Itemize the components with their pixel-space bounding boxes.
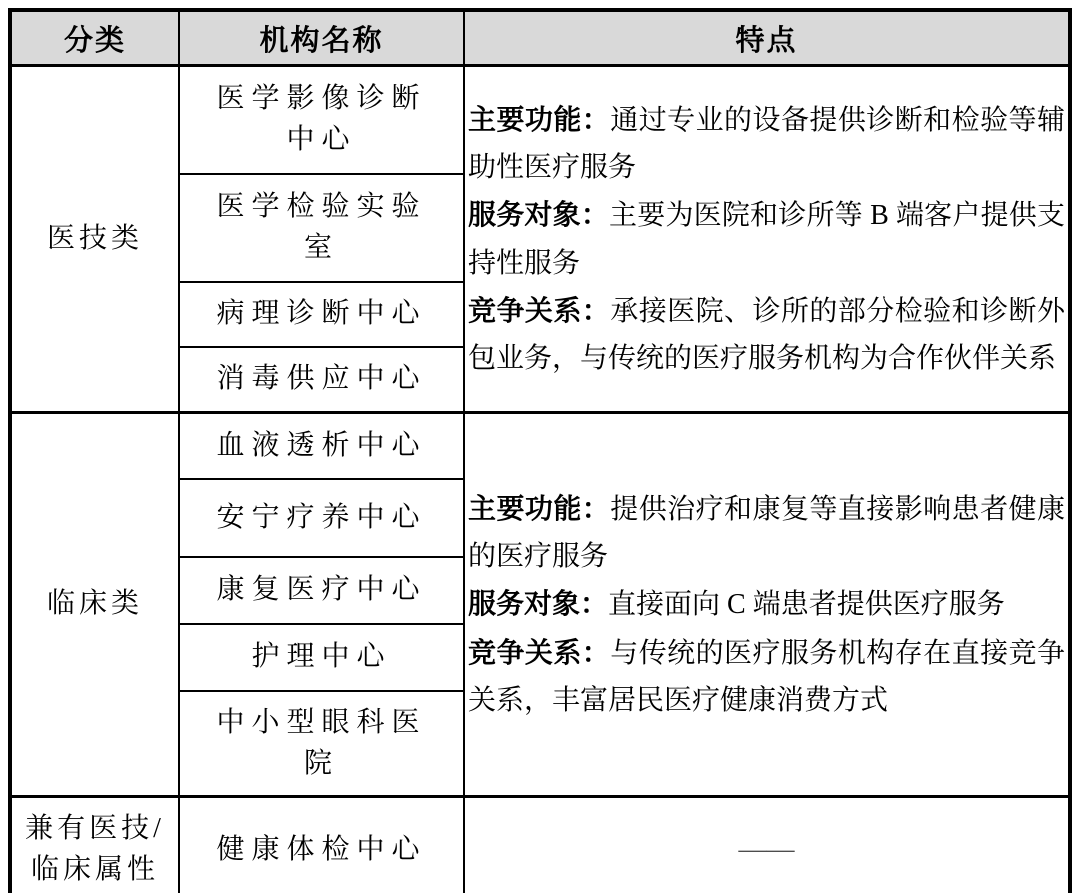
feature-text: 与传统的医疗服务机构存在直接竞争关系，丰富居民医疗健康消费方式 <box>468 637 1065 716</box>
institution-cell: 医学检验实验室 <box>179 174 464 282</box>
feature-paragraph <box>468 485 1065 580</box>
features-placeholder-dash: —— <box>464 797 1070 893</box>
institution-cell: 病理诊断中心 <box>179 282 464 347</box>
feature-text: 通过专业的设备提供诊断和检验等辅助性医疗服务 <box>468 105 1065 184</box>
table-row <box>10 66 1070 175</box>
classification-table <box>8 8 1072 893</box>
feature-paragraph <box>468 96 1065 191</box>
category-cell-mixed: 兼有医技/临床属性 <box>10 797 179 893</box>
table-row <box>10 797 1070 893</box>
institution-cell: 康复医疗中心 <box>179 557 464 624</box>
header-row <box>10 10 1070 66</box>
feature-label: 服务对象： <box>468 199 610 231</box>
table-row <box>10 413 1070 480</box>
features-cell-clinical <box>464 413 1070 797</box>
col-header-institution: 机构名称 <box>179 10 464 66</box>
feature-label: 竞争关系： <box>468 294 611 326</box>
institution-cell: 血液透析中心 <box>179 413 464 480</box>
institution-cell: 安宁疗养中心 <box>179 479 464 557</box>
feature-text: 直接面向 C 端患者提供医疗服务 <box>608 589 1005 621</box>
institution-cell: 医学影像诊断中心 <box>179 66 464 175</box>
feature-text: 提供治疗和康复等直接影响患者健康的医疗服务 <box>468 494 1065 573</box>
col-header-features: 特点 <box>464 10 1070 66</box>
features-cell-medtech <box>464 66 1070 413</box>
feature-label: 主要功能： <box>468 104 611 136</box>
institution-cell: 消毒供应中心 <box>179 347 464 413</box>
col-header-category: 分类 <box>10 10 179 66</box>
feature-text: 承接医院、诊所的部分检验和诊断外包业务，与传统的医疗服务机构为合作伙伴关系 <box>468 295 1065 374</box>
feature-text: 主要为医院和诊所等 B 端客户提供支持性服务 <box>468 200 1065 279</box>
institution-cell: 护理中心 <box>179 624 464 691</box>
feature-paragraph <box>468 629 1065 724</box>
category-cell-clinical: 临床类 <box>10 413 179 797</box>
feature-paragraph <box>468 287 1065 382</box>
feature-label: 主要功能： <box>468 493 611 525</box>
feature-label: 服务对象： <box>468 588 609 620</box>
feature-paragraph <box>468 191 1065 286</box>
institution-cell: 中小型眼科医院 <box>179 691 464 797</box>
institution-cell: 健康体检中心 <box>179 797 464 893</box>
category-cell-medtech: 医技类 <box>10 66 179 413</box>
feature-paragraph <box>468 580 1065 628</box>
feature-label: 竞争关系： <box>468 636 611 668</box>
